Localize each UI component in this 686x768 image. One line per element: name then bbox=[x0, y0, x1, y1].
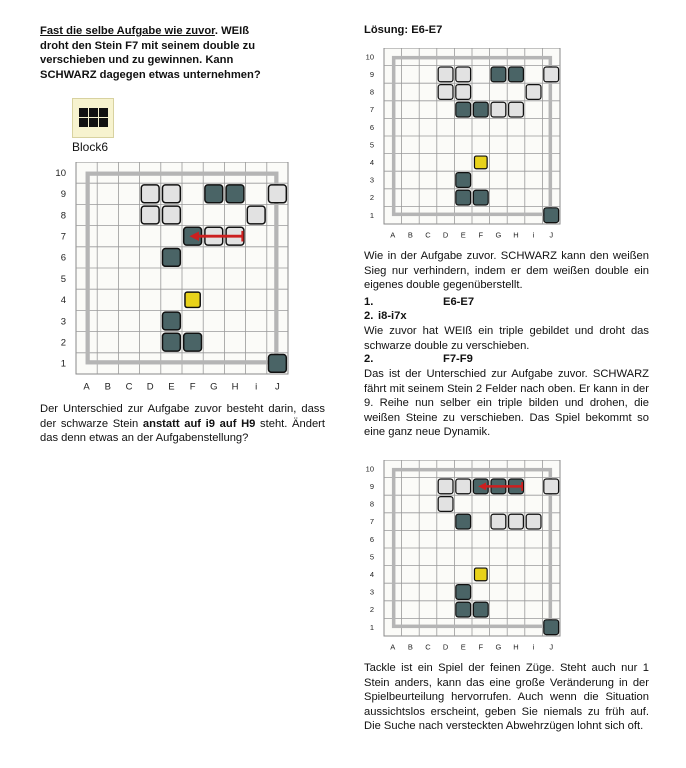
intro-tail: . WEIß bbox=[214, 25, 250, 37]
row-label: 5 bbox=[369, 140, 374, 150]
row-label: 1 bbox=[369, 622, 374, 632]
col-label: G bbox=[210, 381, 218, 393]
col-label: A bbox=[390, 230, 396, 240]
row-label: 2 bbox=[369, 605, 374, 615]
white-stone bbox=[438, 67, 453, 82]
col-label: i bbox=[255, 381, 258, 393]
col-label: D bbox=[146, 381, 154, 393]
white-stone bbox=[526, 85, 541, 100]
col-label: C bbox=[425, 642, 431, 652]
black-stone bbox=[456, 173, 471, 188]
col-label: H bbox=[231, 381, 239, 393]
black-stone bbox=[544, 620, 559, 635]
intro-line-2: droht den Stein F7 mit seinem double zu bbox=[40, 39, 256, 52]
col-label: i bbox=[532, 642, 535, 652]
white-stone bbox=[526, 514, 541, 529]
black-stone bbox=[456, 585, 471, 600]
move-1: E6-E7 bbox=[443, 296, 475, 308]
row-label: 8 bbox=[369, 87, 374, 97]
black-stone bbox=[205, 185, 223, 203]
black-stone bbox=[184, 333, 202, 351]
row-label: 8 bbox=[60, 210, 66, 222]
gold-stone bbox=[474, 156, 487, 169]
row-label: 6 bbox=[369, 534, 374, 544]
row-label: 4 bbox=[60, 295, 66, 307]
col-label: D bbox=[442, 642, 449, 652]
gold-stone bbox=[474, 568, 487, 581]
col-label: J bbox=[549, 642, 554, 652]
solution-text-2: Wie zuvor hat WEIß ein triple gebildet und droht das schwarze double zu verschieben. bbox=[364, 325, 649, 352]
white-stone bbox=[438, 479, 453, 494]
col-label: F bbox=[478, 642, 484, 652]
row-label: 6 bbox=[369, 122, 374, 132]
black-stone bbox=[162, 312, 180, 330]
black-stone bbox=[162, 248, 180, 266]
row-label: 1 bbox=[369, 210, 374, 220]
intro-underlined: Fast die selbe Aufgabe wie zuvor bbox=[40, 25, 215, 37]
solution-heading: Lösung: E6-E7 bbox=[364, 24, 443, 36]
gold-stone bbox=[185, 292, 200, 307]
row-label: 2 bbox=[369, 193, 374, 203]
white-stone bbox=[509, 514, 524, 529]
row-label: 1 bbox=[60, 358, 66, 370]
row-label: 10 bbox=[365, 464, 374, 474]
col-label: B bbox=[407, 230, 413, 240]
row-label: 3 bbox=[369, 175, 374, 185]
white-stone bbox=[438, 497, 453, 512]
row-label: 10 bbox=[365, 52, 374, 62]
col-label: E bbox=[460, 230, 466, 240]
row-label: 4 bbox=[369, 158, 374, 168]
col-label: F bbox=[189, 381, 196, 393]
white-stone bbox=[544, 67, 559, 82]
black-stone bbox=[544, 208, 559, 223]
row-label: 4 bbox=[369, 570, 374, 580]
col-label: E bbox=[168, 381, 175, 393]
white-stone bbox=[491, 102, 506, 117]
col-label: i bbox=[532, 230, 535, 240]
col-label: G bbox=[495, 642, 502, 652]
row-label: 10 bbox=[55, 167, 66, 179]
white-stone bbox=[456, 67, 471, 82]
black-stone bbox=[473, 102, 488, 117]
black-stone bbox=[473, 190, 488, 205]
col-label: D bbox=[442, 230, 449, 240]
white-stone bbox=[544, 479, 559, 494]
row-label: 7 bbox=[369, 517, 374, 527]
closing-text: Tackle ist ein Spiel der feinen Züge. Steht auch nur 1 Stein anders, kann das eine große Veränderung in der Spielbeurteilung hervorrufen. Auch wenn die Situation aussichtslos erscheint, geben Sie niemals zu früh auf. Die Suche nach versteckten Abwehrzügen lohnt sich oft. bbox=[364, 662, 649, 733]
white-stone bbox=[141, 185, 159, 203]
col-label: H bbox=[513, 642, 519, 652]
intro-line-4: SCHWARZ dagegen etwas unternehmen? bbox=[40, 68, 261, 81]
row-label: 7 bbox=[369, 105, 374, 115]
col-label: J bbox=[275, 381, 280, 393]
col-label: A bbox=[390, 642, 396, 652]
col-label: C bbox=[425, 230, 431, 240]
black-stone bbox=[268, 354, 286, 372]
black-stone bbox=[509, 67, 524, 82]
problem-paragraph: Der Unterschied zur Aufgabe zuvor besteht darin, dass der schwarze Stein anstatt auf i9 auf H9 steht. Ändert das denn etwas an der Aufgabenstellung? bbox=[40, 403, 326, 445]
col-label: F bbox=[478, 230, 484, 240]
col-label: A bbox=[83, 381, 90, 393]
col-label: B bbox=[104, 381, 111, 393]
white-stone bbox=[456, 85, 471, 100]
col-label: J bbox=[549, 230, 554, 240]
board-solution-1 bbox=[362, 48, 564, 242]
row-label: 5 bbox=[60, 273, 66, 285]
row-label: 8 bbox=[369, 499, 374, 509]
white-stone bbox=[438, 85, 453, 100]
row-label: 9 bbox=[60, 189, 66, 201]
white-stone bbox=[268, 185, 286, 203]
row-label: 2 bbox=[60, 337, 66, 349]
row-label: 5 bbox=[369, 552, 374, 562]
black-stone bbox=[491, 67, 506, 82]
row-label: 9 bbox=[369, 482, 374, 492]
move-1-number: 1. bbox=[364, 296, 374, 308]
board-solution-2 bbox=[362, 460, 564, 654]
white-stone bbox=[162, 185, 180, 203]
row-label: 3 bbox=[60, 316, 66, 328]
intro-line-3: verschieben und zu gewinnen. Kann bbox=[40, 54, 234, 67]
intro-text bbox=[40, 24, 325, 82]
black-stone bbox=[456, 102, 471, 117]
black-stone bbox=[226, 185, 244, 203]
board1-svg bbox=[48, 162, 292, 396]
white-stone bbox=[247, 206, 265, 224]
white-stone bbox=[509, 102, 524, 117]
white-stone bbox=[456, 479, 471, 494]
col-label: G bbox=[495, 230, 502, 240]
white-stone bbox=[162, 206, 180, 224]
row-label: 9 bbox=[369, 70, 374, 80]
block6-label: Block6 bbox=[72, 140, 109, 154]
board2-svg bbox=[362, 48, 564, 242]
block6-icon bbox=[72, 98, 114, 138]
col-label: E bbox=[460, 642, 466, 652]
col-label: C bbox=[125, 381, 133, 393]
move-2: i8-i7x bbox=[378, 310, 407, 322]
white-stone bbox=[141, 206, 159, 224]
black-stone bbox=[473, 602, 488, 617]
black-stone bbox=[162, 333, 180, 351]
black-stone bbox=[456, 602, 471, 617]
row-label: 6 bbox=[60, 252, 66, 264]
board3-svg bbox=[362, 460, 564, 654]
row-label: 3 bbox=[369, 587, 374, 597]
black-stone bbox=[456, 190, 471, 205]
white-stone bbox=[491, 514, 506, 529]
col-label: H bbox=[513, 230, 519, 240]
move-2-number: 2. bbox=[364, 310, 374, 322]
row-label: 7 bbox=[60, 231, 66, 243]
move-3-number: 2. bbox=[364, 353, 374, 365]
solution-text-3: Das ist der Unterschied zur Aufgabe zuvor. SCHWARZ fährt mit seinem Stein 2 Felder nach oben. Er kann in der 9. Reihe nun selber ein triple bilden und drohen, die weißen Steine zu verschieben. Das Spiel bekommt so eine ganz neue Dynamik. bbox=[364, 368, 649, 439]
board-problem bbox=[48, 162, 292, 396]
black-stone bbox=[456, 514, 471, 529]
move-3: F7-F9 bbox=[443, 353, 473, 365]
col-label: B bbox=[407, 642, 413, 652]
solution-text-1: Wie in der Aufgabe zuvor. SCHWARZ kann den weißen Sieg nur verhindern, indem er dem weißen double ein eigenes double gegenüberstellt. bbox=[364, 250, 649, 292]
